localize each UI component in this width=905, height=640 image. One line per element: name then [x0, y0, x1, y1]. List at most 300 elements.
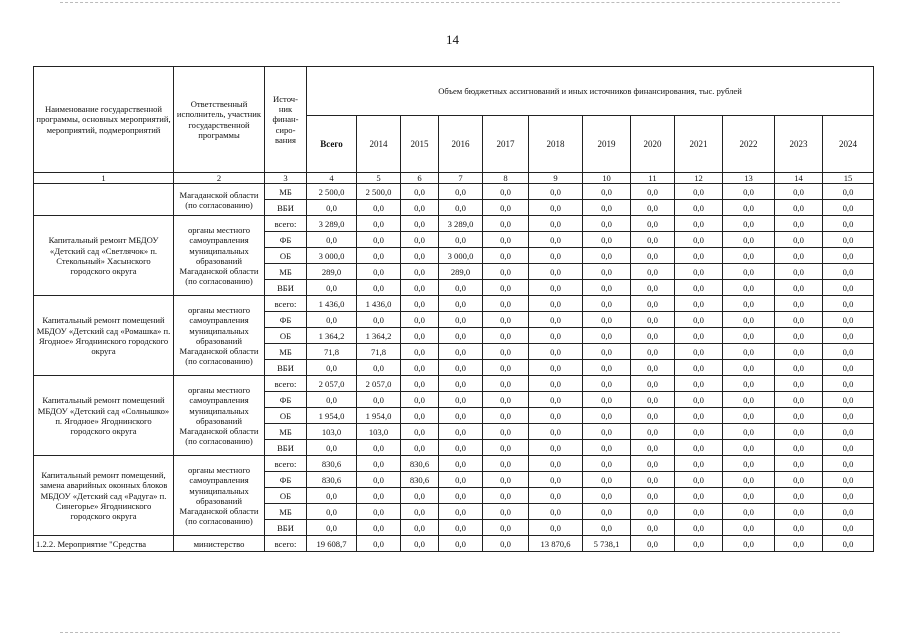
year-value: 0,0	[439, 360, 483, 376]
year-value: 0,0	[723, 360, 775, 376]
year-value: 0,0	[823, 216, 874, 232]
year-value: 0,0	[775, 392, 823, 408]
year-value: 0,0	[583, 504, 631, 520]
year-value: 0,0	[723, 456, 775, 472]
year-value: 0,0	[675, 488, 723, 504]
year-value: 0,0	[529, 504, 583, 520]
year-value: 0,0	[529, 216, 583, 232]
year-value: 0,0	[357, 504, 401, 520]
year-value: 0,0	[775, 536, 823, 552]
year-value: 0,0	[675, 328, 723, 344]
year-value: 0,0	[775, 184, 823, 200]
responsible-executor: органы местного самоуправления муниципальных образований Магаданской области (по согласованию)	[174, 216, 265, 296]
funding-source: МБ	[265, 424, 307, 440]
year-value: 0,0	[675, 248, 723, 264]
funding-source: МБ	[265, 264, 307, 280]
year-value: 0,0	[823, 264, 874, 280]
year-value: 0,0	[775, 504, 823, 520]
year-value: 0,0	[529, 360, 583, 376]
responsible-executor: органы местного самоуправления муниципальных образований Магаданской области (по согласованию)	[174, 376, 265, 456]
year-value: 2 057,0	[357, 376, 401, 392]
year-value: 0,0	[401, 248, 439, 264]
year-value: 0,0	[631, 328, 675, 344]
year-value: 0,0	[723, 280, 775, 296]
header-year: 2023	[775, 116, 823, 173]
top-dashed-rule	[60, 2, 840, 3]
total-value: 0,0	[307, 520, 357, 536]
funding-source: МБ	[265, 184, 307, 200]
year-value: 0,0	[675, 200, 723, 216]
year-value: 0,0	[631, 456, 675, 472]
year-value: 0,0	[675, 536, 723, 552]
year-value: 0,0	[583, 328, 631, 344]
table-header	[34, 67, 874, 184]
funding-source: ОБ	[265, 248, 307, 264]
header-volume: Объем бюджетных ассигнований и иных источников финансирования, тыс. рублей	[307, 67, 874, 116]
column-number: 1	[34, 173, 174, 184]
year-value: 13 870,6	[529, 536, 583, 552]
year-value: 0,0	[675, 424, 723, 440]
year-value: 0,0	[439, 376, 483, 392]
year-value: 0,0	[529, 472, 583, 488]
total-value: 0,0	[307, 200, 357, 216]
year-value: 0,0	[823, 504, 874, 520]
year-value: 0,0	[483, 248, 529, 264]
total-value: 830,6	[307, 472, 357, 488]
year-value: 0,0	[775, 456, 823, 472]
header-year: 2015	[401, 116, 439, 173]
year-value: 0,0	[723, 248, 775, 264]
year-value: 0,0	[775, 440, 823, 456]
year-value: 0,0	[675, 408, 723, 424]
year-value: 0,0	[483, 360, 529, 376]
funding-source: всего:	[265, 536, 307, 552]
year-value: 0,0	[483, 472, 529, 488]
funding-source: МБ	[265, 504, 307, 520]
year-value: 0,0	[583, 296, 631, 312]
year-value: 0,0	[529, 488, 583, 504]
year-value: 0,0	[723, 488, 775, 504]
year-value: 0,0	[439, 408, 483, 424]
responsible-executor: органы местного самоуправления муниципальных образований Магаданской области (по согласованию)	[174, 296, 265, 376]
measure-name: Капитальный ремонт помещений, замена аварийных оконных блоков МБДОУ «Детский сад «Радуга» п. Синегорье» Ягоднинского городского округа	[34, 456, 174, 536]
year-value: 0,0	[631, 232, 675, 248]
year-value: 0,0	[439, 312, 483, 328]
year-value: 0,0	[439, 392, 483, 408]
table-body	[34, 184, 874, 552]
year-value: 0,0	[401, 536, 439, 552]
year-value: 0,0	[823, 536, 874, 552]
year-value: 0,0	[675, 472, 723, 488]
year-value: 0,0	[439, 536, 483, 552]
total-value: 0,0	[307, 312, 357, 328]
year-value: 0,0	[583, 456, 631, 472]
year-value: 0,0	[357, 392, 401, 408]
year-value: 0,0	[583, 392, 631, 408]
year-value: 3 000,0	[439, 248, 483, 264]
year-value: 0,0	[631, 472, 675, 488]
year-value: 830,6	[401, 456, 439, 472]
year-value: 0,0	[823, 312, 874, 328]
year-value: 0,0	[723, 232, 775, 248]
year-value: 0,0	[823, 328, 874, 344]
year-value: 0,0	[823, 424, 874, 440]
year-value: 0,0	[483, 456, 529, 472]
year-value: 0,0	[631, 312, 675, 328]
column-number-row	[34, 173, 874, 184]
year-value: 0,0	[357, 536, 401, 552]
year-value: 0,0	[357, 488, 401, 504]
year-value: 0,0	[675, 520, 723, 536]
total-value: 1 436,0	[307, 296, 357, 312]
header-year: 2017	[483, 116, 529, 173]
column-number: 5	[357, 173, 401, 184]
year-value: 289,0	[439, 264, 483, 280]
responsible-executor: Магаданской области (по согласованию)	[174, 184, 265, 216]
year-value: 0,0	[483, 232, 529, 248]
year-value: 0,0	[357, 456, 401, 472]
measure-name	[34, 184, 174, 216]
year-value: 0,0	[357, 280, 401, 296]
total-value: 0,0	[307, 280, 357, 296]
year-value: 0,0	[675, 504, 723, 520]
year-value: 0,0	[775, 264, 823, 280]
year-value: 0,0	[401, 408, 439, 424]
year-value: 0,0	[723, 504, 775, 520]
year-value: 0,0	[775, 328, 823, 344]
year-value: 0,0	[401, 488, 439, 504]
header-year: 2021	[675, 116, 723, 173]
year-value: 0,0	[357, 200, 401, 216]
year-value: 0,0	[583, 408, 631, 424]
year-value: 0,0	[583, 248, 631, 264]
year-value: 0,0	[823, 200, 874, 216]
year-value: 0,0	[439, 200, 483, 216]
year-value: 0,0	[823, 296, 874, 312]
year-value: 0,0	[401, 392, 439, 408]
page-number: 14	[446, 32, 459, 47]
year-value: 0,0	[583, 440, 631, 456]
header-year: 2024	[823, 116, 874, 173]
year-value: 0,0	[723, 296, 775, 312]
column-number: 15	[823, 173, 874, 184]
year-value: 0,0	[483, 408, 529, 424]
year-value: 0,0	[631, 296, 675, 312]
column-number: 7	[439, 173, 483, 184]
year-value: 0,0	[439, 520, 483, 536]
year-value: 0,0	[631, 504, 675, 520]
year-value: 0,0	[583, 264, 631, 280]
year-value: 0,0	[823, 472, 874, 488]
column-number: 13	[723, 173, 775, 184]
year-value: 0,0	[529, 520, 583, 536]
funding-source: МБ	[265, 344, 307, 360]
year-value: 0,0	[401, 520, 439, 536]
year-value: 0,0	[723, 520, 775, 536]
year-value: 0,0	[401, 216, 439, 232]
year-value: 0,0	[529, 184, 583, 200]
header-year: 2019	[583, 116, 631, 173]
year-value: 0,0	[529, 200, 583, 216]
header-executor: Ответственный исполнитель, участник государственной программы	[174, 67, 265, 173]
year-value: 0,0	[723, 328, 775, 344]
year-value: 3 289,0	[439, 216, 483, 232]
funding-source: ФБ	[265, 312, 307, 328]
year-value: 0,0	[675, 280, 723, 296]
year-value: 0,0	[529, 456, 583, 472]
responsible-executor: министерство	[174, 536, 265, 552]
year-value: 0,0	[723, 424, 775, 440]
year-value: 0,0	[723, 440, 775, 456]
year-value: 0,0	[483, 536, 529, 552]
year-value: 0,0	[529, 264, 583, 280]
year-value: 0,0	[823, 392, 874, 408]
year-value: 0,0	[401, 328, 439, 344]
year-value: 0,0	[631, 216, 675, 232]
year-value: 0,0	[483, 440, 529, 456]
year-value: 0,0	[723, 312, 775, 328]
year-value: 0,0	[583, 376, 631, 392]
year-value: 0,0	[631, 392, 675, 408]
year-value: 103,0	[357, 424, 401, 440]
year-value: 0,0	[583, 184, 631, 200]
year-value: 0,0	[675, 216, 723, 232]
year-value: 0,0	[357, 360, 401, 376]
year-value: 0,0	[583, 520, 631, 536]
funding-source: ОБ	[265, 328, 307, 344]
year-value: 0,0	[723, 264, 775, 280]
total-value: 103,0	[307, 424, 357, 440]
year-value: 0,0	[675, 344, 723, 360]
total-value: 2 057,0	[307, 376, 357, 392]
funding-source: всего:	[265, 456, 307, 472]
year-value: 0,0	[675, 360, 723, 376]
year-value: 0,0	[439, 184, 483, 200]
year-value: 0,0	[529, 424, 583, 440]
year-value: 0,0	[357, 248, 401, 264]
total-value: 1 364,2	[307, 328, 357, 344]
year-value: 0,0	[775, 216, 823, 232]
year-value: 0,0	[529, 232, 583, 248]
year-value: 0,0	[401, 360, 439, 376]
year-value: 0,0	[357, 440, 401, 456]
year-value: 0,0	[439, 424, 483, 440]
column-number: 9	[529, 173, 583, 184]
header-total: Всего	[307, 116, 357, 173]
year-value: 0,0	[775, 472, 823, 488]
year-value: 0,0	[631, 264, 675, 280]
year-value: 0,0	[723, 184, 775, 200]
year-value: 0,0	[401, 344, 439, 360]
year-value: 0,0	[583, 360, 631, 376]
year-value: 0,0	[775, 408, 823, 424]
year-value: 0,0	[401, 504, 439, 520]
total-value: 19 608,7	[307, 536, 357, 552]
funding-source: всего:	[265, 216, 307, 232]
header-source: Источ-ник финан-сиро-вания	[265, 67, 307, 173]
funding-source: ВБИ	[265, 200, 307, 216]
funding-source: всего:	[265, 376, 307, 392]
year-value: 0,0	[823, 280, 874, 296]
bottom-dashed-rule	[60, 632, 840, 633]
column-number: 12	[675, 173, 723, 184]
year-value: 0,0	[529, 392, 583, 408]
year-value: 0,0	[529, 376, 583, 392]
year-value: 0,0	[775, 296, 823, 312]
year-value: 1 364,2	[357, 328, 401, 344]
year-value: 0,0	[401, 264, 439, 280]
year-value: 0,0	[775, 488, 823, 504]
header-year: 2018	[529, 116, 583, 173]
year-value: 0,0	[583, 424, 631, 440]
year-value: 0,0	[631, 424, 675, 440]
year-value: 1 436,0	[357, 296, 401, 312]
year-value: 0,0	[675, 232, 723, 248]
year-value: 0,0	[775, 424, 823, 440]
year-value: 0,0	[775, 200, 823, 216]
table-row	[34, 536, 874, 552]
year-value: 0,0	[483, 328, 529, 344]
year-value: 0,0	[401, 296, 439, 312]
year-value: 0,0	[401, 312, 439, 328]
year-value: 0,0	[529, 296, 583, 312]
funding-source: ОБ	[265, 488, 307, 504]
year-value: 0,0	[483, 200, 529, 216]
funding-source: ОБ	[265, 408, 307, 424]
year-value: 0,0	[401, 376, 439, 392]
year-value: 0,0	[675, 312, 723, 328]
year-value: 0,0	[675, 456, 723, 472]
year-value: 0,0	[675, 440, 723, 456]
year-value: 0,0	[631, 488, 675, 504]
total-value: 0,0	[307, 488, 357, 504]
year-value: 0,0	[631, 440, 675, 456]
year-value: 0,0	[631, 520, 675, 536]
year-value: 0,0	[723, 216, 775, 232]
year-value: 0,0	[723, 472, 775, 488]
total-value: 0,0	[307, 440, 357, 456]
total-value: 289,0	[307, 264, 357, 280]
year-value: 0,0	[439, 472, 483, 488]
year-value: 0,0	[775, 344, 823, 360]
year-value: 0,0	[439, 488, 483, 504]
header-name: Наименование государственной программы, основных мероприятий, мероприятий, подмероприятий	[34, 67, 174, 173]
measure-name: Капитальный ремонт помещений МБДОУ «Детский сад «Солнышко» п. Ягодное» Ягоднинского городского округа	[34, 376, 174, 456]
funding-source: ВБИ	[265, 280, 307, 296]
year-value: 0,0	[529, 344, 583, 360]
year-value: 0,0	[631, 408, 675, 424]
year-value: 0,0	[775, 520, 823, 536]
year-value: 0,0	[529, 312, 583, 328]
year-value: 0,0	[631, 344, 675, 360]
total-value: 71,8	[307, 344, 357, 360]
year-value: 0,0	[439, 280, 483, 296]
year-value: 0,0	[775, 232, 823, 248]
year-value: 0,0	[583, 312, 631, 328]
header-year: 2020	[631, 116, 675, 173]
year-value: 0,0	[675, 264, 723, 280]
table-row	[34, 216, 874, 232]
year-value: 0,0	[723, 536, 775, 552]
year-value: 0,0	[583, 280, 631, 296]
year-value: 0,0	[631, 280, 675, 296]
year-value: 0,0	[675, 376, 723, 392]
year-value: 0,0	[631, 184, 675, 200]
column-number: 11	[631, 173, 675, 184]
year-value: 0,0	[483, 488, 529, 504]
year-value: 0,0	[823, 360, 874, 376]
total-value: 0,0	[307, 232, 357, 248]
year-value: 0,0	[823, 520, 874, 536]
year-value: 0,0	[529, 440, 583, 456]
year-value: 0,0	[439, 328, 483, 344]
year-value: 5 738,1	[583, 536, 631, 552]
table-row	[34, 184, 874, 200]
measure-name: Капитальный ремонт МБДОУ «Детский сад «Светлячок» п. Стекольный» Хасынского городского округа	[34, 216, 174, 296]
year-value: 0,0	[357, 264, 401, 280]
year-value: 0,0	[483, 184, 529, 200]
year-value: 0,0	[631, 248, 675, 264]
measure-name: 1.2.2. Мероприятие "Средства	[34, 536, 174, 552]
header-year: 2016	[439, 116, 483, 173]
year-value: 0,0	[583, 344, 631, 360]
year-value: 71,8	[357, 344, 401, 360]
year-value: 0,0	[357, 520, 401, 536]
funding-source: ВБИ	[265, 360, 307, 376]
year-value: 0,0	[483, 312, 529, 328]
total-value: 0,0	[307, 504, 357, 520]
year-value: 0,0	[583, 200, 631, 216]
column-number: 8	[483, 173, 529, 184]
year-value: 0,0	[483, 376, 529, 392]
year-value: 0,0	[357, 232, 401, 248]
year-value: 0,0	[529, 280, 583, 296]
year-value: 1 954,0	[357, 408, 401, 424]
total-value: 0,0	[307, 360, 357, 376]
funding-source: ФБ	[265, 472, 307, 488]
year-value: 0,0	[823, 488, 874, 504]
year-value: 0,0	[439, 296, 483, 312]
total-value: 1 954,0	[307, 408, 357, 424]
table-row	[34, 376, 874, 392]
column-number: 6	[401, 173, 439, 184]
column-number: 10	[583, 173, 631, 184]
responsible-executor: органы местного самоуправления муниципальных образований Магаданской области (по согласованию)	[174, 456, 265, 536]
year-value: 0,0	[775, 360, 823, 376]
table-row	[34, 456, 874, 472]
year-value: 0,0	[483, 264, 529, 280]
year-value: 0,0	[439, 232, 483, 248]
year-value: 0,0	[401, 424, 439, 440]
year-value: 0,0	[823, 376, 874, 392]
year-value: 0,0	[723, 408, 775, 424]
year-value: 0,0	[401, 200, 439, 216]
year-value: 0,0	[823, 440, 874, 456]
year-value: 0,0	[583, 216, 631, 232]
year-value: 0,0	[483, 280, 529, 296]
year-value: 0,0	[483, 392, 529, 408]
year-value: 2 500,0	[357, 184, 401, 200]
year-value: 0,0	[483, 504, 529, 520]
year-value: 0,0	[823, 408, 874, 424]
year-value: 0,0	[723, 392, 775, 408]
total-value: 3 289,0	[307, 216, 357, 232]
year-value: 0,0	[631, 360, 675, 376]
header-year: 2022	[723, 116, 775, 173]
year-value: 0,0	[483, 216, 529, 232]
year-value: 0,0	[401, 232, 439, 248]
year-value: 0,0	[775, 376, 823, 392]
